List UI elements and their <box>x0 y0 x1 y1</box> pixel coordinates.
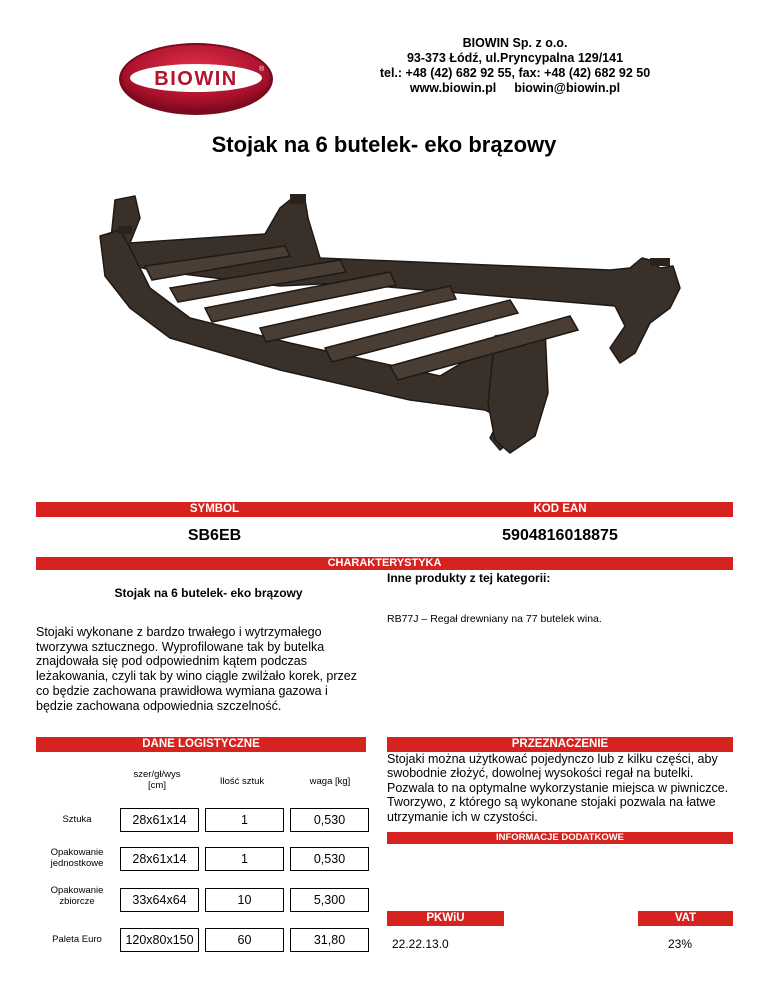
company-name: BIOWIN Sp. z o.o. <box>462 36 568 50</box>
cell-quantity: 10 <box>205 888 284 912</box>
header-dimensions: szer/gł/wys [cm] <box>133 769 181 791</box>
cell-dimensions: 28x61x14 <box>120 847 199 871</box>
logo-text: BIOWIN <box>154 68 238 90</box>
characteristics-label: CHARAKTERYSTYKA <box>36 557 733 570</box>
product-description: Stojaki wykonane z bardzo trwałego i wytrzymałego tworzywa sztucznego. Wyprofilowane tak by butelka znajdowała się pod odpowiednim kątem podczas leżakowania, czyli tak by wino ciągle zwilżało korek, przez co będzie zachowana prawidłowa wymiana gazowa i będzie zachowana odpowiednia szczelność. <box>36 625 357 713</box>
logo-registered-mark: ® <box>259 66 265 73</box>
row-label: Sztuka <box>62 814 92 825</box>
row-label: Paleta Euro <box>52 934 102 945</box>
pkwiu-label: PKWiU <box>387 911 504 926</box>
page-title: Stojak na 6 butelek- eko brązowy <box>211 132 557 157</box>
pkwiu-value: 22.22.13.0 <box>392 937 449 951</box>
cell-weight: 0,530 <box>290 808 369 832</box>
vat-value: 23% <box>668 937 693 951</box>
other-product-item[interactable]: RB77J – Regał drewniany na 77 butelek wina. <box>387 613 602 625</box>
company-phone: tel.: +48 (42) 682 92 55, fax: +48 (42) 682 92 50 <box>379 66 651 80</box>
cell-dimensions: 33x64x64 <box>120 888 199 912</box>
symbol-value: SB6EB <box>187 527 242 544</box>
purpose-label: PRZEZNACZENIE <box>387 737 733 752</box>
company-info <box>360 36 670 96</box>
row-label: Opakowanie jednostkowe <box>50 847 104 869</box>
cell-quantity: 60 <box>205 928 284 952</box>
cell-weight: 5,300 <box>290 888 369 912</box>
cell-weight: 31,80 <box>290 928 369 952</box>
product-name: Stojak na 6 butelek- eko brązowy <box>114 586 303 600</box>
cell-dimensions: 28x61x14 <box>120 808 199 832</box>
company-email[interactable]: biowin@biowin.pl <box>514 81 621 95</box>
logistics-label: DANE LOGISTYCZNE <box>36 737 366 752</box>
cell-quantity: 1 <box>205 847 284 871</box>
biowin-logo <box>118 42 274 116</box>
cell-quantity: 1 <box>205 808 284 832</box>
product-photo <box>90 188 688 478</box>
company-website[interactable]: www.biowin.pl <box>409 81 497 95</box>
header-weight: waga [kg] <box>309 776 351 787</box>
symbol-label: SYMBOL <box>36 502 393 517</box>
company-address: 93-373 Łódź, ul.Pryncypalna 129/141 <box>406 51 624 65</box>
ean-value: 5904816018875 <box>502 527 618 544</box>
ean-label: KOD EAN <box>387 502 733 517</box>
row-label: Opakowanie zbiorcze <box>50 885 104 907</box>
cell-weight: 0,530 <box>290 847 369 871</box>
header-quantity: Ilość sztuk <box>219 776 265 787</box>
additional-info-label: INFORMACJE DODATKOWE <box>387 832 733 844</box>
vat-label: VAT <box>638 911 733 926</box>
cell-dimensions: 120x80x150 <box>120 928 199 952</box>
other-products-label: Inne produkty z tej kategorii: <box>387 571 551 585</box>
purpose-text: Stojaki można użytkować pojedynczo lub z kilku części, aby swobodnie złożyć, dowolnej wysokości regał na butelki. Pozwala to na optymalne wykorzystanie miejsca w piwniczce. Tworzywo, z którego są wykonane stojaki pozwala na łatwe utrzymanie ich w czystości. <box>387 752 729 824</box>
